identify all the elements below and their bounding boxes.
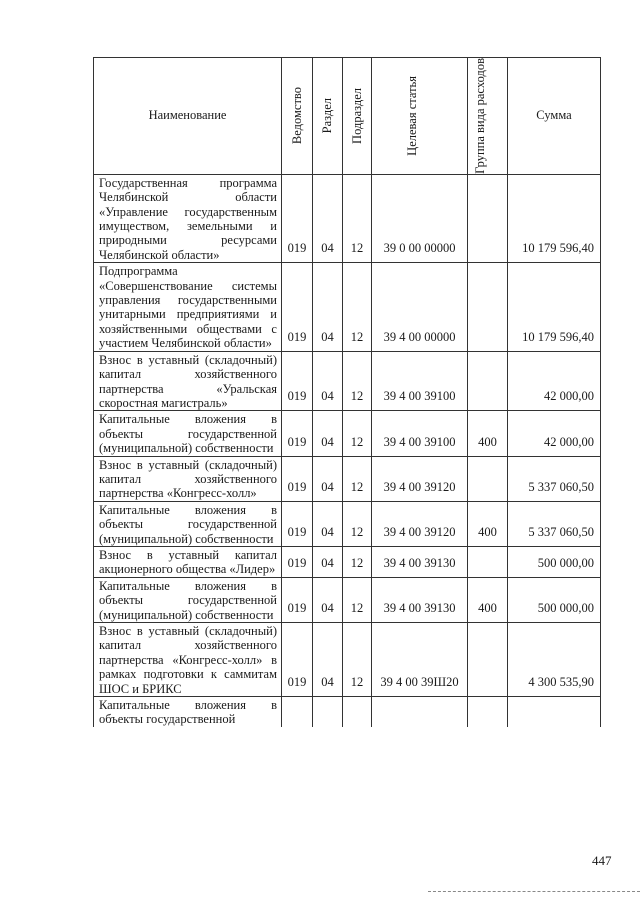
header-gruppa: Группа вида расходов	[468, 58, 508, 175]
row-vedomstvo: 019	[282, 501, 313, 546]
row-name: Взнос в уставный (складочный) капитал хозяйственного партнерства «Конгресс-холл»	[94, 456, 282, 501]
row-vedomstvo: 019	[282, 456, 313, 501]
row-podrazdel: 12	[343, 501, 372, 546]
row-name: Капитальные вложения в объекты государственной	[94, 697, 282, 727]
table-row	[94, 351, 601, 411]
row-name: Государственная программа Челябинской области «Управление государственным имуществом, земельными и природными ресурсами Челябинской области»	[94, 174, 282, 262]
row-summa: 4 300 535,90	[508, 623, 601, 697]
table-body	[94, 174, 601, 727]
row-summa: 42 000,00	[508, 351, 601, 411]
row-gruppa: 400	[468, 411, 508, 456]
row-vedomstvo: 019	[282, 623, 313, 697]
row-vedomstvo	[282, 697, 313, 727]
row-name: Капитальные вложения в объекты государственной (муниципальной) собственности	[94, 411, 282, 456]
header-summa: Сумма	[508, 58, 601, 175]
table-row	[94, 456, 601, 501]
row-statya: 39 4 00 39Ш20	[372, 623, 468, 697]
row-statya: 39 4 00 39120	[372, 501, 468, 546]
row-vedomstvo: 019	[282, 411, 313, 456]
row-gruppa	[468, 263, 508, 351]
table-row	[94, 577, 601, 622]
table-row	[94, 546, 601, 577]
row-gruppa	[468, 623, 508, 697]
row-statya: 39 4 00 39100	[372, 351, 468, 411]
row-podrazdel	[343, 697, 372, 727]
table-row	[94, 501, 601, 546]
row-podrazdel: 12	[343, 546, 372, 577]
row-podrazdel: 12	[343, 411, 372, 456]
row-summa: 5 337 060,50	[508, 456, 601, 501]
row-vedomstvo: 019	[282, 577, 313, 622]
row-podrazdel: 12	[343, 263, 372, 351]
row-vedomstvo: 019	[282, 263, 313, 351]
row-summa: 42 000,00	[508, 411, 601, 456]
row-podrazdel: 12	[343, 623, 372, 697]
row-razdel: 04	[313, 501, 343, 546]
row-podrazdel: 12	[343, 351, 372, 411]
row-razdel: 04	[313, 623, 343, 697]
table-row	[94, 174, 601, 262]
row-summa: 10 179 596,40	[508, 174, 601, 262]
row-statya: 39 4 00 39130	[372, 577, 468, 622]
row-vedomstvo: 019	[282, 351, 313, 411]
row-statya	[372, 697, 468, 727]
row-podrazdel: 12	[343, 577, 372, 622]
row-name: Капитальные вложения в объекты государственной (муниципальной) собственности	[94, 501, 282, 546]
row-vedomstvo: 019	[282, 546, 313, 577]
row-gruppa	[468, 174, 508, 262]
row-name: Взнос в уставный (складочный) капитал хозяйственного партнерства «Конгресс-холл» в рамках подготовки к саммитам ШОС и БРИКС	[94, 623, 282, 697]
row-name: Взнос в уставный (складочный) капитал хозяйственного партнерства «Уральская скоростная магистраль»	[94, 351, 282, 411]
row-name: Капитальные вложения в объекты государственной (муниципальной) собственности	[94, 577, 282, 622]
row-gruppa	[468, 456, 508, 501]
budget-table	[93, 57, 601, 727]
row-statya: 39 4 00 00000	[372, 263, 468, 351]
row-gruppa: 400	[468, 501, 508, 546]
row-razdel: 04	[313, 577, 343, 622]
row-razdel: 04	[313, 546, 343, 577]
row-gruppa: 400	[468, 577, 508, 622]
header-razdel: Раздел	[313, 58, 343, 175]
row-summa: 5 337 060,50	[508, 501, 601, 546]
row-gruppa	[468, 697, 508, 727]
row-razdel: 04	[313, 351, 343, 411]
header-vedomstvo: Ведомство	[282, 58, 313, 175]
row-summa: 10 179 596,40	[508, 263, 601, 351]
table-row	[94, 411, 601, 456]
row-gruppa	[468, 546, 508, 577]
row-name: Взнос в уставный капитал акционерного общества «Лидер»	[94, 546, 282, 577]
row-summa: 500 000,00	[508, 577, 601, 622]
row-razdel: 04	[313, 411, 343, 456]
table-row	[94, 623, 601, 697]
header-statya: Целевая статья	[372, 58, 468, 175]
row-razdel: 04	[313, 263, 343, 351]
table-row	[94, 697, 601, 727]
row-gruppa	[468, 351, 508, 411]
row-razdel: 04	[313, 456, 343, 501]
row-summa: 500 000,00	[508, 546, 601, 577]
row-statya: 39 4 00 39120	[372, 456, 468, 501]
row-podrazdel: 12	[343, 456, 372, 501]
row-summa	[508, 697, 601, 727]
header-row	[94, 58, 601, 175]
page-number: 447	[592, 853, 612, 868]
header-name: Наименование	[94, 58, 282, 175]
table-row	[94, 263, 601, 351]
row-razdel: 04	[313, 174, 343, 262]
row-statya: 39 4 00 39130	[372, 546, 468, 577]
row-vedomstvo: 019	[282, 174, 313, 262]
row-podrazdel: 12	[343, 174, 372, 262]
header-podrazdel: Подраздел	[343, 58, 372, 175]
row-razdel	[313, 697, 343, 727]
footer-divider	[428, 891, 640, 892]
row-statya: 39 0 00 00000	[372, 174, 468, 262]
row-name: Подпрограмма «Совершенствование системы управления государственными унитарными предприятиями и хозяйственными обществами с участием Челябинской области»	[94, 263, 282, 351]
row-statya: 39 4 00 39100	[372, 411, 468, 456]
